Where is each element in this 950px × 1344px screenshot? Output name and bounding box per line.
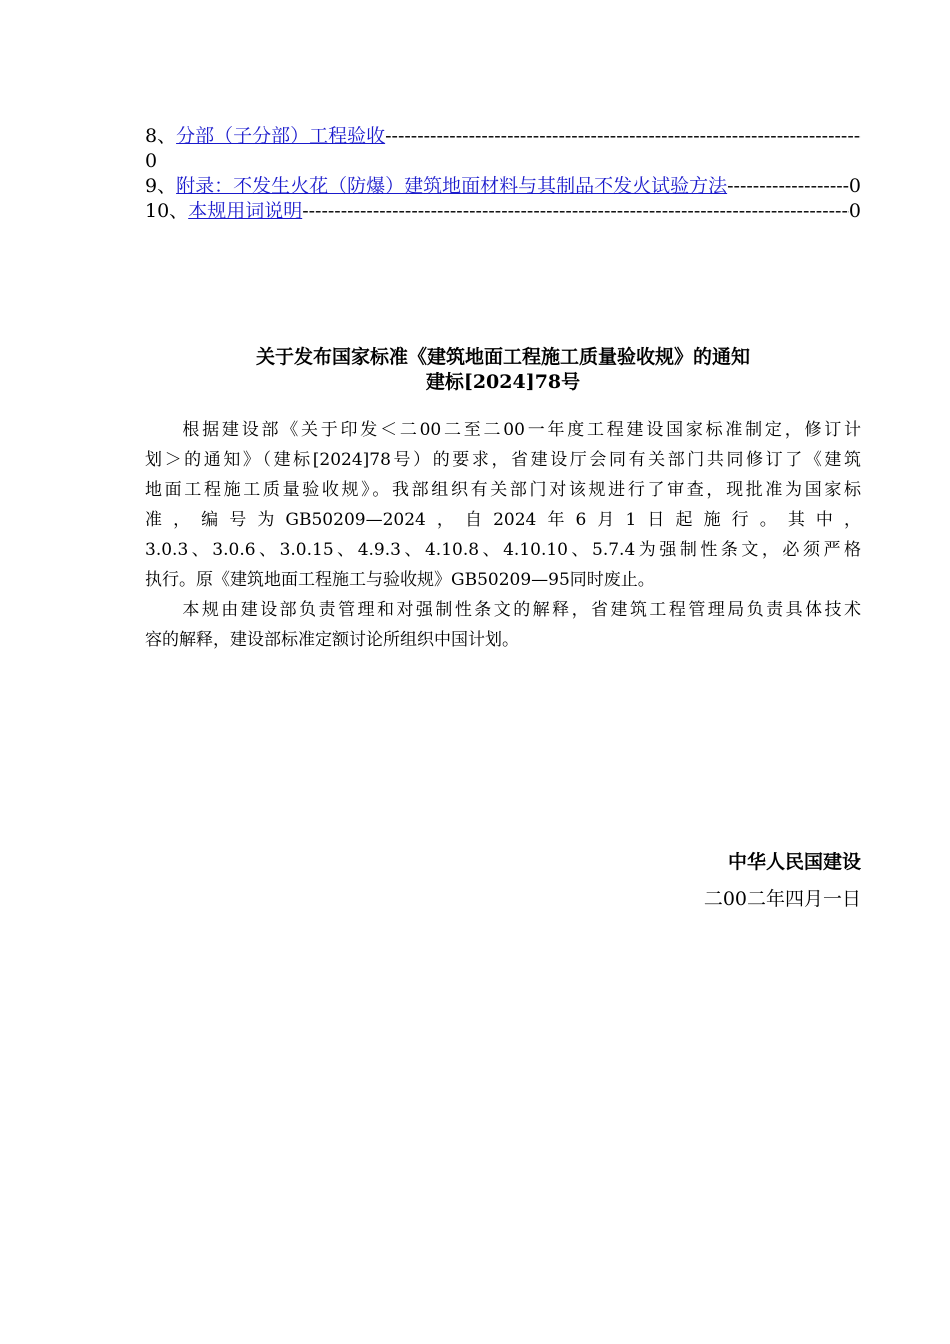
- paragraph-line: 根据建设部《关于印发＜二00二至二00一年度工程建设国家标准制定，修订计: [182, 420, 861, 440]
- paragraph-line: 本规由建设部负责管理和对强制性条文的解释，省建筑工程管理局负责具体技术: [182, 600, 861, 620]
- toc-link-terms[interactable]: 本规用词说明: [188, 200, 303, 222]
- paragraph-2: [145, 595, 861, 655]
- paragraph-line: 划＞的通知》（建标[2024]78号）的要求，省建设厅会同有关部门共同修订了《建筑: [145, 450, 861, 470]
- paragraph-line: 容的解释，建设部标准定额讨论所组织中国计划。: [145, 630, 519, 650]
- toc-item-10: [145, 199, 861, 224]
- toc-item-8: [145, 124, 861, 149]
- notice-doc-number: 建标[2024]78号: [425, 371, 581, 393]
- notice-body: [145, 415, 861, 655]
- signature-date: 二00二年四月一日: [703, 888, 861, 910]
- signature-organization: 中华人民国建设: [727, 851, 861, 873]
- toc-item-number: 9、: [145, 175, 177, 197]
- notice-title: 关于发布国家标准《建筑地面工程施工质量验收规》的通知: [255, 346, 750, 368]
- toc-item-page: 0: [848, 200, 861, 222]
- toc-item-page: 0: [145, 150, 158, 172]
- toc-leader-dashes: [727, 174, 849, 199]
- paragraph-line: 地面工程施工质量验收规》。我部组织有关部门对该规进行了审查，现批准为国家标: [145, 480, 861, 500]
- paragraph-1: [145, 415, 861, 595]
- table-of-contents: [145, 124, 861, 224]
- toc-item-number: 10、: [145, 200, 189, 222]
- toc-link-appendix[interactable]: 附录：不发生火花（防爆）建筑地面材料与其制品不发火试验方法: [176, 175, 728, 197]
- toc-item-9: [145, 174, 861, 199]
- toc-leader-dashes: [302, 199, 849, 224]
- paragraph-line: 准，编号为GB50209—2024，自2024年6月1日起施行。其中，: [145, 510, 861, 530]
- toc-item-number: 8、: [145, 125, 177, 147]
- toc-leader-dashes: [385, 124, 861, 149]
- paragraph-line: 执行。原《建筑地面工程施工与验收规》GB50209—95同时废止。: [145, 570, 655, 590]
- toc-link-subsection-acceptance[interactable]: 分部（子分部）工程验收: [176, 125, 386, 147]
- paragraph-line: 3.0.3、3.0.6、3.0.15、4.9.3、4.10.8、4.10.10、5.7.4为强制性条文，必须严格: [145, 540, 861, 560]
- toc-item-page: 0: [848, 175, 861, 197]
